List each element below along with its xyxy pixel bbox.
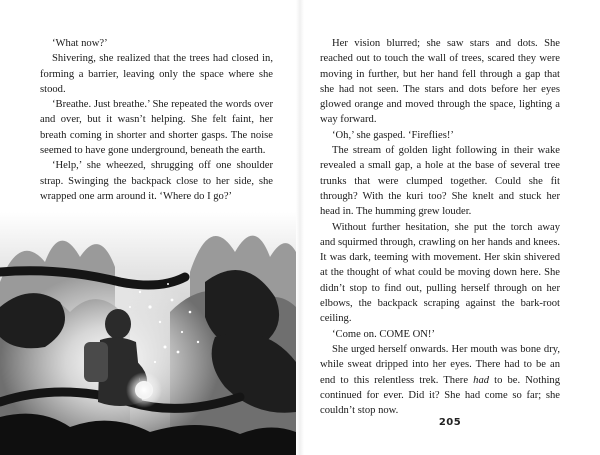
- paragraph: Shivering, she realized that the trees had closed in, forming a barrier, leaving only the space where she stood.: [40, 53, 273, 95]
- paragraph: ‘Help,’ she wheezed, shrugging off one shoulder strap. Swinging the backpack close to her side, she wrapped one arm around it. ‘Where do I go?’: [40, 160, 273, 202]
- paragraph: ‘Oh,’ she gasped. ‘Fireflies!’: [332, 129, 454, 141]
- paragraph: The stream of golden light following in their wake revealed a small gap, a hole at the base of several tree trunks that were clumped together. Could she fit through? With the kuri too? She knelt and stuck her head in. The humming grew louder.: [320, 145, 560, 218]
- book-gutter: [296, 0, 304, 455]
- paragraph: ‘What now?’: [52, 38, 108, 49]
- page-number: 205: [438, 417, 462, 428]
- paragraph: ‘Breathe. Just breathe.’ She repeated the words over and over, but it wasn’t helping. She felt faint, her breath coming in shorter and shorter gasps. The noise seemed to have gone underground, beneath the earth.: [40, 99, 273, 157]
- paragraph-text: to be. Nothing continued for ever. Did it? She had come so far; she couldn’t stop now.: [320, 374, 560, 417]
- paragraph: Her vision blurred; she saw stars and dots. She reached out to touch the wall of trees, scared they were moving in further, but her hand fell through a gap that she had not seen. The stars and dots before her eyes glowed orange and moved through the space, lighting a way forward.: [320, 38, 560, 126]
- emphasis-text: had: [473, 374, 490, 386]
- paragraph-text: She urged herself onwards. Her mouth was bone dry, while sweat dripped into her eyes. There had to be an end to this relentless trek. There: [320, 343, 560, 386]
- left-page-text: [40, 36, 273, 204]
- paragraph: [320, 342, 560, 418]
- paragraph: Without further hesitation, she put the torch away and squirmed through, crawling on her hands and knees. It was dark, teeming with movement. Her skin shivered at the thought of what could be moving down here. She didn’t stop to find out, pulling herself through on her elbows, the backpack scraping against the bark-root ceiling.: [320, 221, 560, 325]
- right-page-text: [320, 36, 560, 418]
- forest-scene-image: [0, 212, 296, 455]
- paragraph: ‘Come on. COME ON!’: [332, 328, 435, 340]
- forest-illustration: [0, 212, 296, 455]
